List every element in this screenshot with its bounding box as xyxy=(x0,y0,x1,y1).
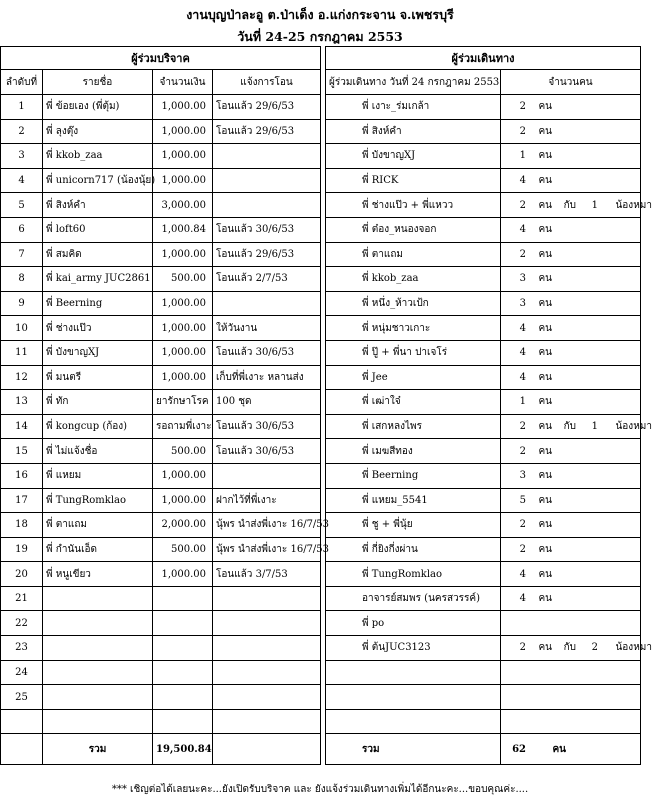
traveler-unit: คน xyxy=(538,568,552,580)
donor-no: 5 xyxy=(1,193,43,218)
traveler-count-cell xyxy=(501,267,641,292)
table-row xyxy=(326,463,641,488)
traveler-count: 4 xyxy=(519,347,526,359)
donor-transfer-note xyxy=(213,709,321,734)
table-row xyxy=(326,316,641,341)
table-row xyxy=(326,267,641,292)
donor-name xyxy=(43,685,153,710)
traveler-unit: คน xyxy=(538,593,552,605)
donor-no: 16 xyxy=(1,463,43,488)
traveler-count: 4 xyxy=(519,322,526,334)
traveler-unit: คน xyxy=(538,494,552,506)
donor-name xyxy=(43,709,153,734)
donor-no: 24 xyxy=(1,660,43,685)
table-row xyxy=(326,562,641,587)
traveler-unit: คน xyxy=(538,248,552,260)
donor-amount: 1,000.00 xyxy=(153,562,213,587)
traveler-count-cell xyxy=(501,636,652,661)
travelers-table xyxy=(325,46,652,765)
traveler-count-cell xyxy=(501,291,641,316)
traveler-count-cell xyxy=(501,685,641,710)
traveler-unit: คน xyxy=(538,421,552,433)
traveler-name xyxy=(326,660,501,685)
donor-no: 17 xyxy=(1,488,43,513)
traveler-count-cell xyxy=(501,95,641,120)
traveler-unit: คน xyxy=(538,396,552,408)
donor-no: 22 xyxy=(1,611,43,636)
donor-name: พี่ บังขาญXJ xyxy=(43,340,153,365)
donor-transfer-note xyxy=(213,168,321,193)
donor-no: 2 xyxy=(1,119,43,144)
traveler-name: พี่ Beerning xyxy=(326,463,501,488)
donor-amount xyxy=(153,636,213,661)
donor-name xyxy=(43,660,153,685)
table-row xyxy=(1,562,321,587)
table-row xyxy=(1,463,321,488)
traveler-name: พี่ บังขาญXJ xyxy=(326,144,501,169)
traveler-unit: คน xyxy=(538,101,552,113)
donor-name xyxy=(43,586,153,611)
table-row xyxy=(1,168,321,193)
donor-no: 20 xyxy=(1,562,43,587)
donor-name: พี่ kongcup (ก้อง) xyxy=(43,414,153,439)
donor-amount: 1,000.00 xyxy=(153,463,213,488)
table-row xyxy=(326,660,641,685)
donor-transfer-note: ให้วันงาน xyxy=(213,316,321,341)
donor-name: พี่ loft60 xyxy=(43,217,153,242)
traveler-name: พี่ กี่ยิงกี่งผ่าน xyxy=(326,537,501,562)
traveler-unit: คน xyxy=(538,371,552,383)
donor-name: พี่ ข้อยเอง (พี่ตุ้ม) xyxy=(43,95,153,120)
travelers-header: ผู้ร่วมเดินทาง xyxy=(326,47,641,70)
traveler-unit: คน xyxy=(538,347,552,359)
donor-no: 9 xyxy=(1,291,43,316)
donor-amount: 1,000.00 xyxy=(153,488,213,513)
table-row xyxy=(1,685,321,710)
donor-amount: 1,000.00 xyxy=(153,168,213,193)
donor-amount: ยารักษาโรค xyxy=(153,390,213,415)
traveler-unit: คน xyxy=(538,519,552,531)
donor-amount: 2,000.00 xyxy=(153,513,213,538)
traveler-count-cell xyxy=(501,340,641,365)
traveler-unit: คน xyxy=(538,445,552,457)
donor-name: พี่ ช่างแป๊ว xyxy=(43,316,153,341)
traveler-count: 3 xyxy=(519,470,526,482)
table-row xyxy=(326,95,641,120)
donor-name: พี่ สิงห์คำ xyxy=(43,193,153,218)
traveler-name: พี่ ต้นJUC3123 xyxy=(326,636,501,661)
column-header-amount: จำนวนเงิน xyxy=(153,70,213,95)
donor-no: 12 xyxy=(1,365,43,390)
donors-total-amount: 19,500.84 xyxy=(153,734,213,765)
table-row xyxy=(326,488,641,513)
table-row xyxy=(326,193,641,218)
traveler-unit: คน xyxy=(538,298,552,310)
donor-transfer-note: โอนแล้ว 29/6/53 xyxy=(213,95,321,120)
table-row xyxy=(1,95,321,120)
table-row xyxy=(1,488,321,513)
donor-transfer-note: โอนแล้ว 30/6/53 xyxy=(213,414,321,439)
table-row xyxy=(326,365,641,390)
column-header-transfer: แจ้งการโอน xyxy=(213,70,321,95)
traveler-count-cell xyxy=(501,365,641,390)
traveler-count-cell xyxy=(501,144,641,169)
column-header-traveler: ผู้ร่วมเดินทาง วันที่ 24 กรกฎาคม 2553 xyxy=(326,70,501,95)
donor-no: 23 xyxy=(1,636,43,661)
traveler-unit: คน xyxy=(538,470,552,482)
donor-name xyxy=(43,611,153,636)
traveler-unit: คน xyxy=(538,224,552,236)
traveler-name: พี่ Jee xyxy=(326,365,501,390)
donor-no: 6 xyxy=(1,217,43,242)
traveler-count-cell xyxy=(501,168,641,193)
column-header-name: รายชื่อ xyxy=(43,70,153,95)
donor-transfer-note: โอนแล้ว 2/7/53 xyxy=(213,267,321,292)
table-row xyxy=(326,242,641,267)
table-row xyxy=(1,291,321,316)
traveler-name: พี่ เสกหลงไพร xyxy=(326,414,501,439)
traveler-name: พี่ เมฆสีทอง xyxy=(326,439,501,464)
donor-no xyxy=(1,709,43,734)
traveler-with: กับ xyxy=(563,421,576,433)
donor-transfer-note xyxy=(213,291,321,316)
traveler-count: 4 xyxy=(519,371,526,383)
donor-amount xyxy=(153,586,213,611)
donor-transfer-note: เก็บที่พี่เงาะ หลานส่ง xyxy=(213,365,321,390)
donor-transfer-note xyxy=(213,193,321,218)
traveler-extra-count: 1 xyxy=(591,199,598,211)
traveler-extra-count: 1 xyxy=(591,421,598,433)
traveler-unit: คน xyxy=(538,150,552,162)
table-row xyxy=(1,242,321,267)
traveler-unit: คน xyxy=(538,199,552,211)
traveler-count-cell xyxy=(501,562,641,587)
traveler-count-cell xyxy=(501,488,641,513)
traveler-count: 2 xyxy=(519,421,526,433)
donor-transfer-note: โอนแล้ว 30/6/53 xyxy=(213,217,321,242)
donor-amount: 1,000.00 xyxy=(153,119,213,144)
travelers-total-label: รวม xyxy=(326,734,501,765)
column-header-count: จำนวนคน xyxy=(501,70,641,95)
traveler-name xyxy=(326,709,501,734)
table-row xyxy=(326,291,641,316)
traveler-count: 4 xyxy=(519,593,526,605)
donor-transfer-note: นุ้พร นำส่งพี่เงาะ 16/7/53 xyxy=(213,537,321,562)
traveler-name: พี่ kkob_zaa xyxy=(326,267,501,292)
traveler-count-cell xyxy=(501,513,641,538)
traveler-unit: คน xyxy=(538,125,552,137)
traveler-count-cell xyxy=(501,242,641,267)
table-row xyxy=(1,611,321,636)
donor-name: พี่ แหยม xyxy=(43,463,153,488)
traveler-name: พี่ ปู๊ + พี่นา ปาเจโร่ xyxy=(326,340,501,365)
traveler-count: 2 xyxy=(519,199,526,211)
donor-name: พี่ ตาแถม xyxy=(43,513,153,538)
table-row xyxy=(1,439,321,464)
donor-name: พี่ มนตรี xyxy=(43,365,153,390)
donor-no: 3 xyxy=(1,144,43,169)
traveler-count: 3 xyxy=(519,298,526,310)
traveler-count: 2 xyxy=(519,445,526,457)
donor-transfer-note xyxy=(213,685,321,710)
table-row xyxy=(326,168,641,193)
donor-transfer-note: โอนแล้ว 3/7/53 xyxy=(213,562,321,587)
traveler-unit: คน xyxy=(538,322,552,334)
donor-amount: 1,000.00 xyxy=(153,365,213,390)
traveler-count: 2 xyxy=(519,519,526,531)
donor-amount: 500.00 xyxy=(153,439,213,464)
traveler-unit: คน xyxy=(538,543,552,555)
table-row xyxy=(326,119,641,144)
traveler-count-cell xyxy=(501,586,641,611)
traveler-count: 1 xyxy=(519,150,526,162)
traveler-count: 4 xyxy=(519,568,526,580)
donor-transfer-note xyxy=(213,611,321,636)
donor-transfer-note: 100 ชุด xyxy=(213,390,321,415)
table-row xyxy=(1,340,321,365)
donor-no: 14 xyxy=(1,414,43,439)
traveler-count: 1 xyxy=(519,396,526,408)
donor-transfer-note xyxy=(213,660,321,685)
traveler-with: กับ xyxy=(563,642,576,654)
donor-transfer-note: ฝากไว้ที่พี่เงาะ xyxy=(213,488,321,513)
footer-note: *** เชิญต่อได้เลยนะคะ...ยังเปิดรับบริจาค และ ยังแจ้งร่วมเดินทางเพิ่มได้อีกนะคะ...ขอบคุณค่ะ.... xyxy=(111,784,529,795)
donor-no: 13 xyxy=(1,390,43,415)
donor-amount: 1,000.00 xyxy=(153,340,213,365)
table-row xyxy=(1,390,321,415)
donor-no: 1 xyxy=(1,95,43,120)
donor-name: พี่ kkob_zaa xyxy=(43,144,153,169)
traveler-extra-unit: น้องหมา xyxy=(615,199,652,211)
table-row xyxy=(326,611,641,636)
donor-name: พี่ กำนันเอ็ด xyxy=(43,537,153,562)
table-row xyxy=(1,365,321,390)
donor-no: 8 xyxy=(1,267,43,292)
traveler-count: 2 xyxy=(519,101,526,113)
donor-no: 4 xyxy=(1,168,43,193)
donor-no: 15 xyxy=(1,439,43,464)
table-row xyxy=(326,709,641,734)
traveler-count-cell xyxy=(501,660,641,685)
traveler-name: พี่ แหยม_5541 xyxy=(326,488,501,513)
traveler-name: พี่ ต๋อง_หนองจอก xyxy=(326,217,501,242)
traveler-name: พี่ เงาะ_ร่มเกล้า xyxy=(326,95,501,120)
donor-name: พี่ หนูเขียว xyxy=(43,562,153,587)
traveler-name: พี่ TungRomklao xyxy=(326,562,501,587)
donor-name: พี่ unicorn717 (น้องนุ้ย) xyxy=(43,168,153,193)
table-row xyxy=(1,217,321,242)
donor-amount: 1,000.00 xyxy=(153,316,213,341)
donor-no: 21 xyxy=(1,586,43,611)
donor-amount: 500.00 xyxy=(153,537,213,562)
donors-table xyxy=(0,46,330,765)
table-row xyxy=(1,537,321,562)
traveler-extra-count: 2 xyxy=(591,642,598,654)
table-row xyxy=(326,685,641,710)
traveler-name: พี่ ช่างแป๊ว + พี่แหวว xyxy=(326,193,501,218)
donor-transfer-note: โอนแล้ว 29/6/53 xyxy=(213,119,321,144)
table-row xyxy=(326,537,641,562)
traveler-count: 2 xyxy=(519,248,526,260)
donor-amount: 1,000.84 xyxy=(153,217,213,242)
donor-amount: รอถามพี่เงาะ xyxy=(153,414,213,439)
table-row xyxy=(326,340,641,365)
table-row xyxy=(326,390,641,415)
traveler-name: พี่ RICK xyxy=(326,168,501,193)
donor-name: พี่ ทัก xyxy=(43,390,153,415)
donor-amount xyxy=(153,660,213,685)
donor-amount: 500.00 xyxy=(153,267,213,292)
donor-transfer-note: โอนแล้ว 29/6/53 xyxy=(213,242,321,267)
table-row xyxy=(1,267,321,292)
donor-no: 7 xyxy=(1,242,43,267)
donor-transfer-note xyxy=(213,144,321,169)
donor-amount: 1,000.00 xyxy=(153,291,213,316)
traveler-count-cell xyxy=(501,414,652,439)
traveler-name: พี่ หนึ่ง_ห้าวเป้ก xyxy=(326,291,501,316)
traveler-name: อาจารย์สมพร (นครสวรรค์) xyxy=(326,586,501,611)
donor-no: 25 xyxy=(1,685,43,710)
table-row xyxy=(1,636,321,661)
traveler-name: พี่ po xyxy=(326,611,501,636)
table-row xyxy=(326,217,641,242)
traveler-unit: คน xyxy=(538,175,552,187)
traveler-count: 2 xyxy=(519,543,526,555)
traveler-count: 4 xyxy=(519,224,526,236)
donor-name: พี่ ไม่แจ้งชื่อ xyxy=(43,439,153,464)
donor-amount: 1,000.00 xyxy=(153,242,213,267)
table-row xyxy=(1,414,321,439)
donor-transfer-note xyxy=(213,463,321,488)
traveler-count-cell xyxy=(501,217,641,242)
donor-amount xyxy=(153,709,213,734)
donor-transfer-note: โอนแล้ว 30/6/53 xyxy=(213,340,321,365)
document-title: งานบุญป่าละอู ต.ป่าเด็ง อ.แก่งกระจาน จ.เพชรบุรี xyxy=(186,7,454,22)
table-row xyxy=(326,414,641,439)
donors-header: ผู้ร่วมบริจาค xyxy=(1,47,321,70)
traveler-count: 2 xyxy=(519,642,526,654)
donor-name: พี่ สมคิด xyxy=(43,242,153,267)
traveler-count: 2 xyxy=(519,125,526,137)
table-row xyxy=(1,660,321,685)
table-row xyxy=(1,513,321,538)
donor-transfer-note xyxy=(213,636,321,661)
donor-amount: 1,000.00 xyxy=(153,144,213,169)
donor-name: พี่ TungRomklao xyxy=(43,488,153,513)
traveler-count: 5 xyxy=(519,494,526,506)
donor-transfer-note: โอนแล้ว 30/6/53 xyxy=(213,439,321,464)
donor-name: พี่ ลุงตุ๊ง xyxy=(43,119,153,144)
travelers-total-unit: คน xyxy=(552,743,566,755)
traveler-count-cell xyxy=(501,390,641,415)
traveler-count-cell xyxy=(501,709,641,734)
donor-amount: 3,000.00 xyxy=(153,193,213,218)
table-row xyxy=(1,193,321,218)
donor-no: 18 xyxy=(1,513,43,538)
traveler-count-cell xyxy=(501,316,641,341)
traveler-unit: คน xyxy=(538,273,552,285)
traveler-name xyxy=(326,685,501,710)
donor-no: 10 xyxy=(1,316,43,341)
traveler-count: 3 xyxy=(519,273,526,285)
traveler-name: พี่ หนุ่มชาวเกาะ xyxy=(326,316,501,341)
traveler-count-cell xyxy=(501,611,641,636)
donor-no: 11 xyxy=(1,340,43,365)
traveler-unit: คน xyxy=(538,642,552,654)
table-row xyxy=(1,316,321,341)
table-row xyxy=(326,513,641,538)
traveler-count-cell xyxy=(501,119,641,144)
donor-no: 19 xyxy=(1,537,43,562)
traveler-count-cell xyxy=(501,537,641,562)
donor-name xyxy=(43,636,153,661)
traveler-count-cell xyxy=(501,463,641,488)
table-row xyxy=(1,709,321,734)
traveler-count: 4 xyxy=(519,175,526,187)
table-row xyxy=(326,636,641,661)
traveler-count-cell xyxy=(501,439,641,464)
donor-transfer-note xyxy=(213,586,321,611)
traveler-count-cell xyxy=(501,193,652,218)
traveler-name: พี่ สิงห์คำ xyxy=(326,119,501,144)
donor-name: พี่ kai_army JUC2861 xyxy=(43,267,153,292)
donor-amount: 1,000.00 xyxy=(153,95,213,120)
donor-transfer-note: นุ้พร นำส่งพี่เงาะ 16/7/53 xyxy=(213,513,321,538)
table-row xyxy=(326,439,641,464)
document-subtitle: วันที่ 24-25 กรกฎาคม 2553 xyxy=(237,29,403,44)
table-row xyxy=(326,144,641,169)
traveler-extra-unit: น้องหมา xyxy=(615,421,652,433)
table-row xyxy=(1,119,321,144)
traveler-with: กับ xyxy=(563,199,576,211)
traveler-name: พี่ ตาแถม xyxy=(326,242,501,267)
donor-amount xyxy=(153,611,213,636)
traveler-name: พี่ เฒ่าใจ๋ xyxy=(326,390,501,415)
table-row xyxy=(326,586,641,611)
donors-total-label: รวม xyxy=(43,734,153,765)
donor-amount xyxy=(153,685,213,710)
column-header-no: ลำดับที่ xyxy=(1,70,43,95)
donor-name: พี่ Beerning xyxy=(43,291,153,316)
travelers-total-count: 62 xyxy=(512,743,526,755)
traveler-name: พี่ ชู + พี่นุ้ย xyxy=(326,513,501,538)
table-row xyxy=(1,144,321,169)
table-row xyxy=(1,586,321,611)
traveler-extra-unit: น้องหมา xyxy=(615,642,652,654)
